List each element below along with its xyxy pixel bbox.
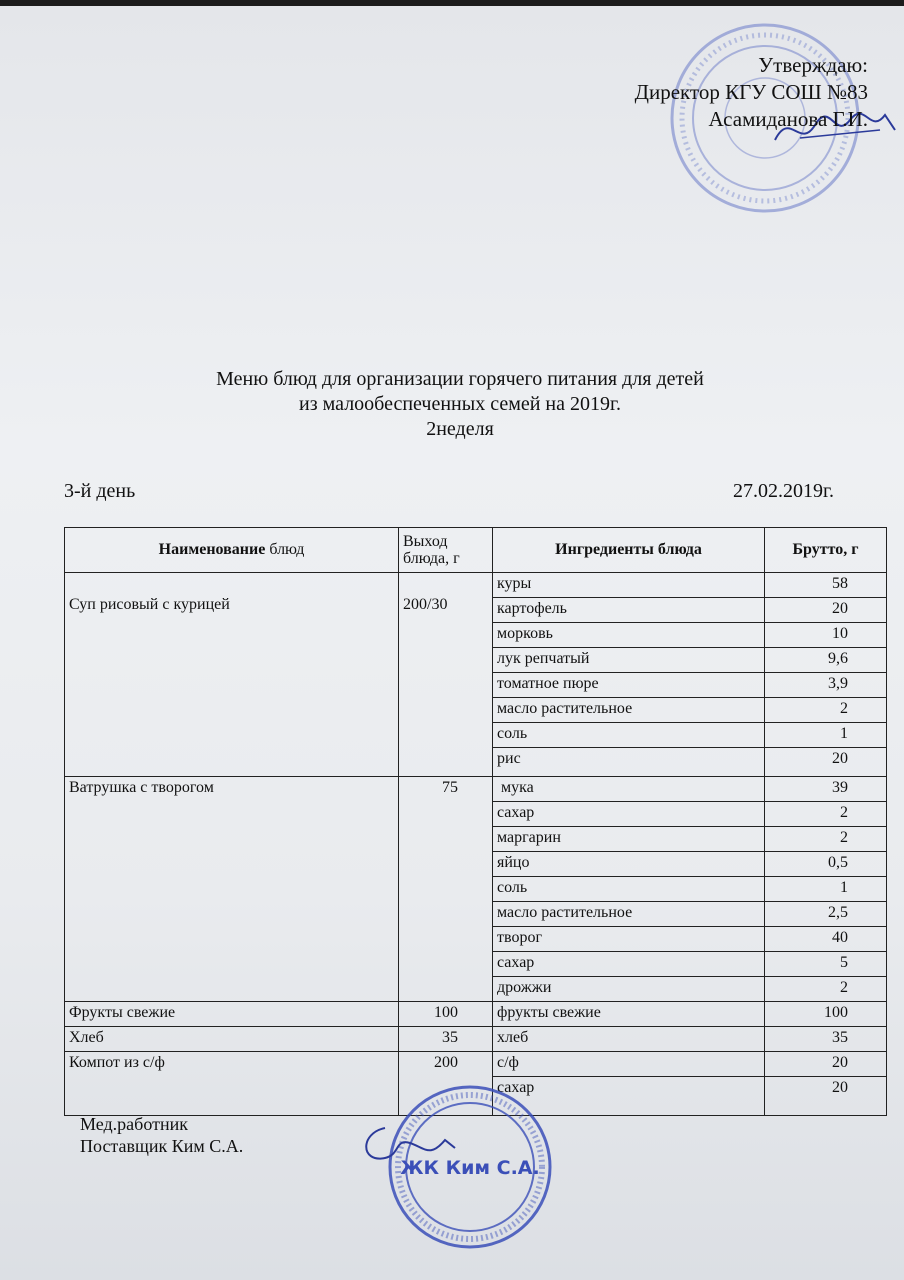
title-line-3: 2неделя xyxy=(426,418,494,440)
table-row xyxy=(65,777,887,802)
table-row xyxy=(65,1052,887,1077)
ingredient-name: мука xyxy=(493,777,765,802)
ingredient-gross: 10 xyxy=(765,623,887,648)
title-line-1: Меню блюд для организации горячего питания для детей xyxy=(216,368,704,390)
ingredient-name: томатное пюре xyxy=(493,673,765,698)
ingredient-gross: 2 xyxy=(765,977,887,1002)
ingredient-name: масло растительное xyxy=(493,902,765,927)
supplier-label: Поставщик Ким С.А. xyxy=(80,1136,244,1156)
document-title xyxy=(90,367,830,442)
ingredient-name: сахар xyxy=(493,952,765,977)
dish-yield: 200 xyxy=(399,1052,493,1116)
dish-name: Компот из с/ф xyxy=(65,1052,399,1116)
ingredient-name: куры xyxy=(493,573,765,598)
ingredient-name: лук репчатый xyxy=(493,648,765,673)
header-yield-line-1: Выход xyxy=(403,533,448,550)
dish-yield: 35 xyxy=(399,1027,493,1052)
ingredient-gross: 58 xyxy=(765,573,887,598)
ingredient-gross: 20 xyxy=(765,1077,887,1116)
top-edge-shadow xyxy=(0,0,904,6)
supplier-signature xyxy=(355,1118,465,1173)
date-label: 27.02.2019г. xyxy=(733,480,834,502)
ingredient-gross: 5 xyxy=(765,952,887,977)
ingredient-name: фрукты свежие xyxy=(493,1002,765,1027)
dish-yield: 75 xyxy=(399,777,493,1002)
ingredient-gross: 20 xyxy=(765,748,887,777)
ingredient-gross: 3,9 xyxy=(765,673,887,698)
ingredient-name: сахар xyxy=(493,802,765,827)
dish-yield: 200/30 xyxy=(399,573,493,777)
ingredient-gross: 35 xyxy=(765,1027,887,1052)
header-dish-name-rest: блюд xyxy=(265,541,305,558)
ingredient-name: соль xyxy=(493,877,765,902)
ingredient-name: рис xyxy=(493,748,765,777)
table-row xyxy=(65,1002,887,1027)
ingredient-name: морковь xyxy=(493,623,765,648)
approve-heading: Утверждаю: xyxy=(758,53,868,77)
header-dish-name xyxy=(65,528,399,573)
med-worker-label: Мед.работник xyxy=(80,1114,188,1134)
ingredient-gross: 20 xyxy=(765,1052,887,1077)
approval-block xyxy=(635,52,868,133)
ingredient-name: хлеб xyxy=(493,1027,765,1052)
ingredient-gross: 20 xyxy=(765,598,887,623)
ingredient-gross: 40 xyxy=(765,927,887,952)
approve-director: Директор КГУ СОШ №83 xyxy=(634,80,868,104)
ingredient-name: маргарин xyxy=(493,827,765,852)
header-gross: Брутто, г xyxy=(765,528,887,573)
ingredient-name: с/ф xyxy=(493,1052,765,1077)
table-header-row xyxy=(65,528,887,573)
ingredient-gross: 2,5 xyxy=(765,902,887,927)
table-row xyxy=(65,1027,887,1052)
ingredient-gross: 0,5 xyxy=(765,852,887,877)
header-yield xyxy=(399,528,493,573)
ingredient-name: масло растительное xyxy=(493,698,765,723)
day-label: 3-й день xyxy=(64,480,136,502)
header-yield-line-2: блюда, г xyxy=(403,550,460,567)
dish-name: Суп рисовый с курицей xyxy=(65,573,399,777)
ingredient-gross: 1 xyxy=(765,723,887,748)
ingredient-name: соль xyxy=(493,723,765,748)
ingredient-gross: 2 xyxy=(765,698,887,723)
table-row xyxy=(65,573,887,598)
header-dish-name-bold: Наименование xyxy=(158,541,266,558)
supplier-stamp-text: ЖК Ким С.А. xyxy=(400,1157,540,1179)
dish-name: Хлеб xyxy=(65,1027,399,1052)
header-ingredients: Ингредиенты блюда xyxy=(493,528,765,573)
dish-name: Ватрушка с творогом xyxy=(65,777,399,1002)
dish-name: Фрукты свежие xyxy=(65,1002,399,1027)
title-line-2: из малообеспеченных семей на 2019г. xyxy=(299,393,621,415)
dish-yield: 100 xyxy=(399,1002,493,1027)
ingredient-gross: 39 xyxy=(765,777,887,802)
approve-director-name: Асамиданова Г.И. xyxy=(708,107,868,131)
menu-table xyxy=(64,527,887,1116)
ingredient-name: сахар xyxy=(493,1077,765,1116)
ingredient-gross: 9,6 xyxy=(765,648,887,673)
ingredient-gross: 100 xyxy=(765,1002,887,1027)
ingredient-gross: 2 xyxy=(765,802,887,827)
signatures-block xyxy=(80,1113,243,1157)
ingredient-name: яйцо xyxy=(493,852,765,877)
ingredient-name: творог xyxy=(493,927,765,952)
ingredient-name: картофель xyxy=(493,598,765,623)
ingredient-name: дрожжи xyxy=(493,977,765,1002)
ingredient-gross: 2 xyxy=(765,827,887,852)
ingredient-gross: 1 xyxy=(765,877,887,902)
